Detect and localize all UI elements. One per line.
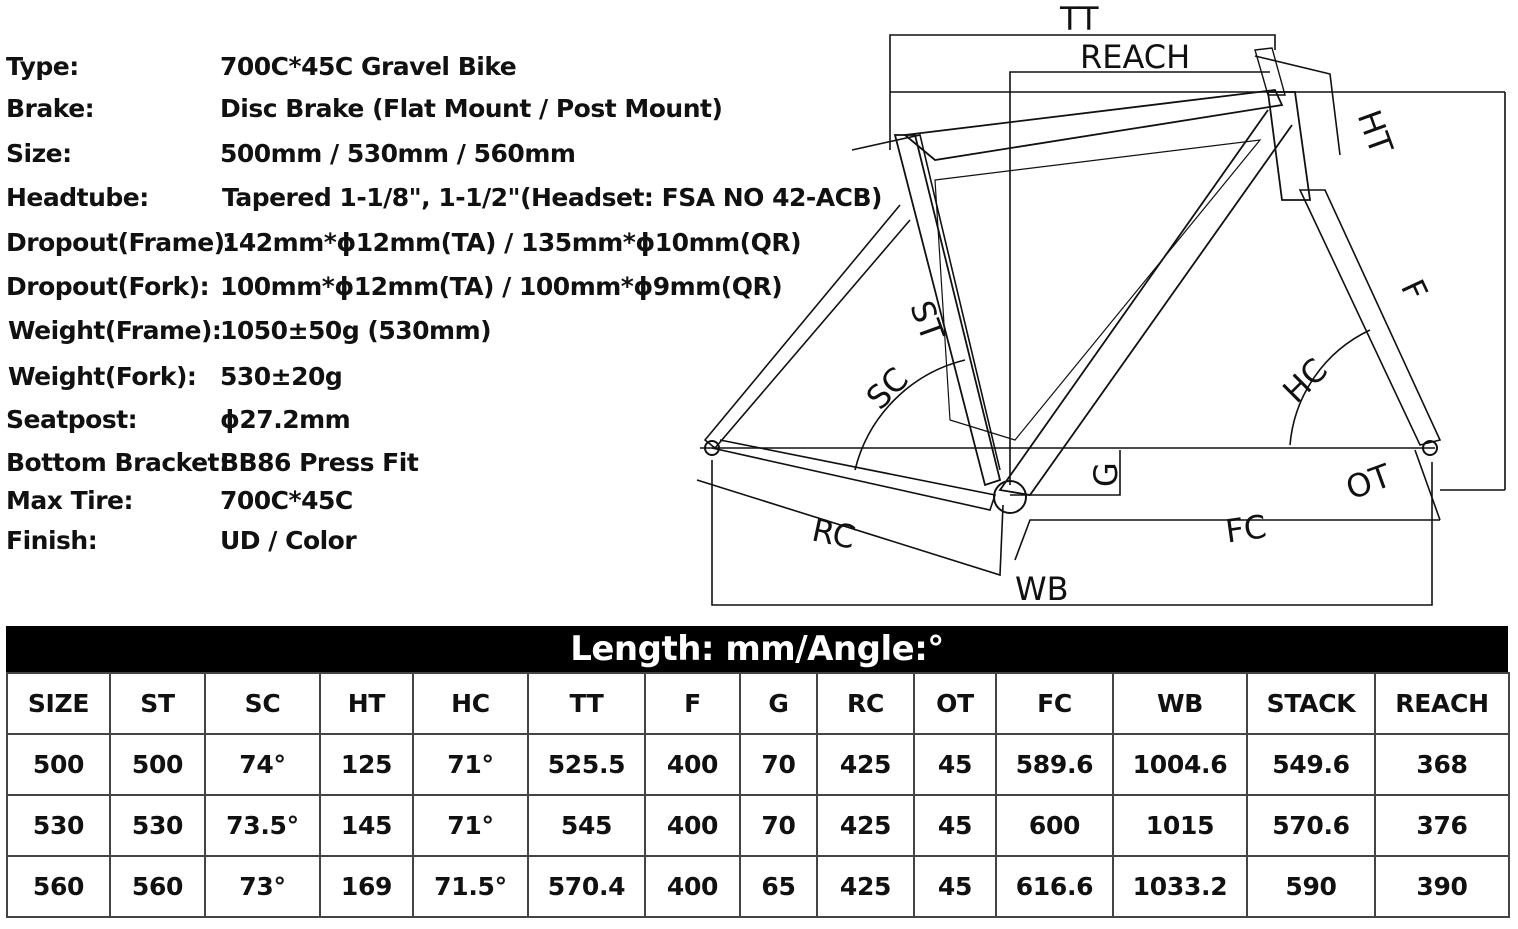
table-cell: 73.5° (205, 795, 320, 856)
geometry-table-section (6, 626, 1508, 918)
table-cell: 145 (320, 795, 413, 856)
spec-label: Weight(Frame): (8, 316, 222, 345)
table-cell: 71° (413, 734, 528, 795)
spec-label: Brake: (6, 94, 95, 123)
st-label: ST (902, 295, 952, 347)
table-cell: 125 (320, 734, 413, 795)
spec-value: 1050±50g (530mm) (220, 316, 492, 345)
table-cell: 74° (205, 734, 320, 795)
spec-label: Max Tire: (6, 486, 133, 515)
table-row (7, 856, 1509, 917)
column-header: SIZE (7, 673, 110, 734)
table-cell: 425 (817, 795, 914, 856)
table-cell: 549.6 (1247, 734, 1375, 795)
tt-label: TT (1060, 0, 1099, 38)
table-cell: 169 (320, 856, 413, 917)
table-row (7, 795, 1509, 856)
column-header: FC (996, 673, 1113, 734)
table-cell: 500 (7, 734, 110, 795)
table-cell: 45 (914, 734, 996, 795)
spec-label: Type: (6, 52, 79, 81)
table-cell: 71° (413, 795, 528, 856)
table-cell: 530 (110, 795, 205, 856)
ht-label: HT (1349, 105, 1401, 160)
spec-value: 100mm*ϕ12mm(TA) / 100mm*ϕ9mm(QR) (220, 272, 783, 301)
column-header: RC (817, 673, 914, 734)
hc-label: HC (1275, 350, 1335, 411)
column-header: STACK (1247, 673, 1375, 734)
table-cell: 570.6 (1247, 795, 1375, 856)
column-header: HC (413, 673, 528, 734)
table-cell: 1004.6 (1113, 734, 1247, 795)
top-tube (905, 90, 1282, 160)
column-header: TT (528, 673, 645, 734)
table-cell: 390 (1375, 856, 1509, 917)
spec-value: 530±20g (220, 362, 343, 391)
fork-leg (1300, 190, 1440, 445)
wb-label: WB (1015, 570, 1069, 608)
table-cell: 376 (1375, 795, 1509, 856)
column-header: F (645, 673, 740, 734)
geometry-table (6, 672, 1510, 918)
reach-dimension-line (1010, 72, 1270, 485)
spec-label: Finish: (6, 526, 98, 555)
table-cell: 545 (528, 795, 645, 856)
spec-label: Dropout(Fork): (6, 272, 210, 301)
spec-label: Headtube: (6, 183, 149, 212)
spec-value: 500mm / 530mm / 560mm (220, 139, 576, 168)
spec-value: 700C*45C (220, 486, 353, 515)
spec-label: Seatpost: (6, 405, 138, 434)
table-cell: 425 (817, 856, 914, 917)
column-header: REACH (1375, 673, 1509, 734)
spec-label: Size: (6, 139, 72, 168)
table-cell: 570.4 (528, 856, 645, 917)
table-cell: 425 (817, 734, 914, 795)
down-tube (1000, 110, 1292, 495)
spec-value: Disc Brake (Flat Mount / Post Mount) (220, 94, 723, 123)
spec-label: Bottom Bracket: (6, 448, 229, 477)
table-cell: 71.5° (413, 856, 528, 917)
rc-label: RC (808, 510, 859, 557)
column-header: ST (110, 673, 205, 734)
table-cell: 560 (110, 856, 205, 917)
table-cell: 525.5 (528, 734, 645, 795)
column-header: WB (1113, 673, 1247, 734)
table-cell: 1033.2 (1113, 856, 1247, 917)
table-cell: 600 (996, 795, 1113, 856)
table-cell: 400 (645, 734, 740, 795)
ot-label: OT (1340, 456, 1396, 508)
table-header-row (7, 673, 1509, 734)
table-cell: 530 (7, 795, 110, 856)
spec-value: UD / Color (220, 526, 357, 555)
f-label: F (1393, 273, 1436, 307)
fc-label: FC (1223, 507, 1269, 551)
table-cell: 616.6 (996, 856, 1113, 917)
column-header: HT (320, 673, 413, 734)
table-cell: 368 (1375, 734, 1509, 795)
g-label: G (1087, 462, 1125, 487)
frame-geometry-diagram (690, 0, 1518, 620)
table-cell: 65 (740, 856, 817, 917)
table-cell: 400 (645, 856, 740, 917)
head-tube (1268, 92, 1310, 200)
bottom-bracket (994, 481, 1026, 513)
sc-label: SC (858, 359, 916, 417)
frame-drawing (690, 0, 1518, 620)
spec-value: 142mm*ϕ12mm(TA) / 135mm*ϕ10mm(QR) (222, 228, 802, 257)
spec-value: Tapered 1-1/8", 1-1/2"(Headset: FSA NO 42-ACB) (222, 183, 882, 212)
table-title: Length: mm/Angle:° (6, 626, 1508, 672)
table-cell: 70 (740, 734, 817, 795)
ot-dimension-line (1415, 450, 1440, 520)
table-cell: 589.6 (996, 734, 1113, 795)
inner-frame-window (935, 140, 1260, 440)
spec-value: BB86 Press Fit (220, 448, 419, 477)
chain-stay (712, 440, 995, 510)
spec-value: 700C*45C Gravel Bike (220, 52, 517, 81)
spec-label: Weight(Fork): (8, 362, 197, 391)
table-cell: 73° (205, 856, 320, 917)
reach-label: REACH (1080, 38, 1191, 76)
spec-label: Dropout(Frame): (6, 228, 235, 257)
column-header: OT (914, 673, 996, 734)
table-cell: 400 (645, 795, 740, 856)
table-cell: 45 (914, 856, 996, 917)
column-header: SC (205, 673, 320, 734)
table-cell: 560 (7, 856, 110, 917)
column-header: G (740, 673, 817, 734)
table-row (7, 734, 1509, 795)
table-cell: 70 (740, 795, 817, 856)
table-cell: 1015 (1113, 795, 1247, 856)
table-cell: 590 (1247, 856, 1375, 917)
spec-value: ϕ27.2mm (220, 405, 351, 434)
table-cell: 45 (914, 795, 996, 856)
table-cell: 500 (110, 734, 205, 795)
